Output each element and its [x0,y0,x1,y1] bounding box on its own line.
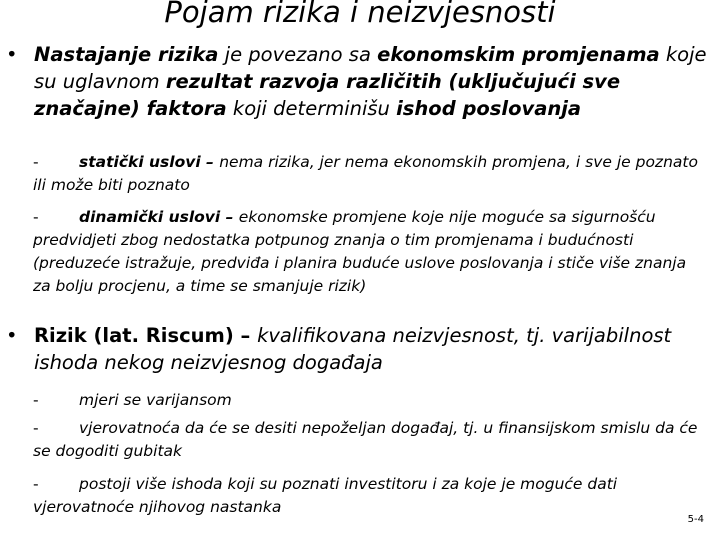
dash-marker: - [33,208,39,226]
dash-marker: - [33,391,39,409]
sub-text: mjeri se varijansom [79,391,232,409]
bold-phrase: rezultat razvoja različitih (uključujući sve značajne) faktora [34,70,621,120]
dash-marker: - [33,153,39,171]
sub-item-probability-loss [33,417,705,463]
bullet-dot-icon: • [6,43,18,66]
slide-number: 5-4 [687,514,704,525]
sub-item-dynamic-conditions [33,206,705,298]
text-run: kvalifikovana neizvjesnost, tj. varijabilnost ishoda nekog neizvjesnog događaja [34,324,672,374]
sub-item-static-conditions [33,151,705,197]
sub-text: postoji više ishoda koji su poznati investitoru i za koje je moguće dati vjerovatnoće njihovog nastanka [33,475,618,516]
text-run: je povezano sa [218,43,378,66]
dash-marker: - [33,419,39,437]
dash-marker: - [33,475,39,493]
sub-text: nema rizika, jer nema ekonomskih promjena, i sve je poznato ili može biti poznato [33,153,698,194]
slide-title: Pojam rizika i neizvjesnosti [164,0,556,29]
bold-phrase: Nastajanje rizika [34,43,219,66]
text-run: koji determinišu [226,97,397,120]
bold-phrase: ishod poslovanja [396,97,582,120]
bullet-text [6,41,711,122]
sub-item-variance [33,389,705,412]
bullet-risk-definition [6,322,711,376]
sub-text: ekonomske promjene koje nije moguće sa sigurnošću predvidjeti zbog nedostatka potpunog znanja o tim promjenama i budućnosti (preduzeće istražuje, predviđa i planira buduće uslove poslovanja i stiče više znanja za bolju procjenu, a time se smanjuje rizik) [33,208,687,295]
term: statički uslovi – [79,153,220,171]
bullet-text [6,322,711,376]
term: dinamički uslovi – [79,208,239,226]
text-run: koje su uglavnom [34,43,707,93]
bullet-dot-icon: • [6,324,18,347]
bold-phrase: Rizik (lat. Riscum) – [34,324,258,347]
sub-item-multiple-outcomes [33,473,705,519]
bullet-risk-origin [6,41,711,122]
sub-text: vjerovatnoća da će se desiti nepoželjan događaj, tj. u finansijskom smislu da će se dogoditi gubitak [33,419,698,460]
bold-phrase: ekonomskim promjenama [377,43,660,66]
